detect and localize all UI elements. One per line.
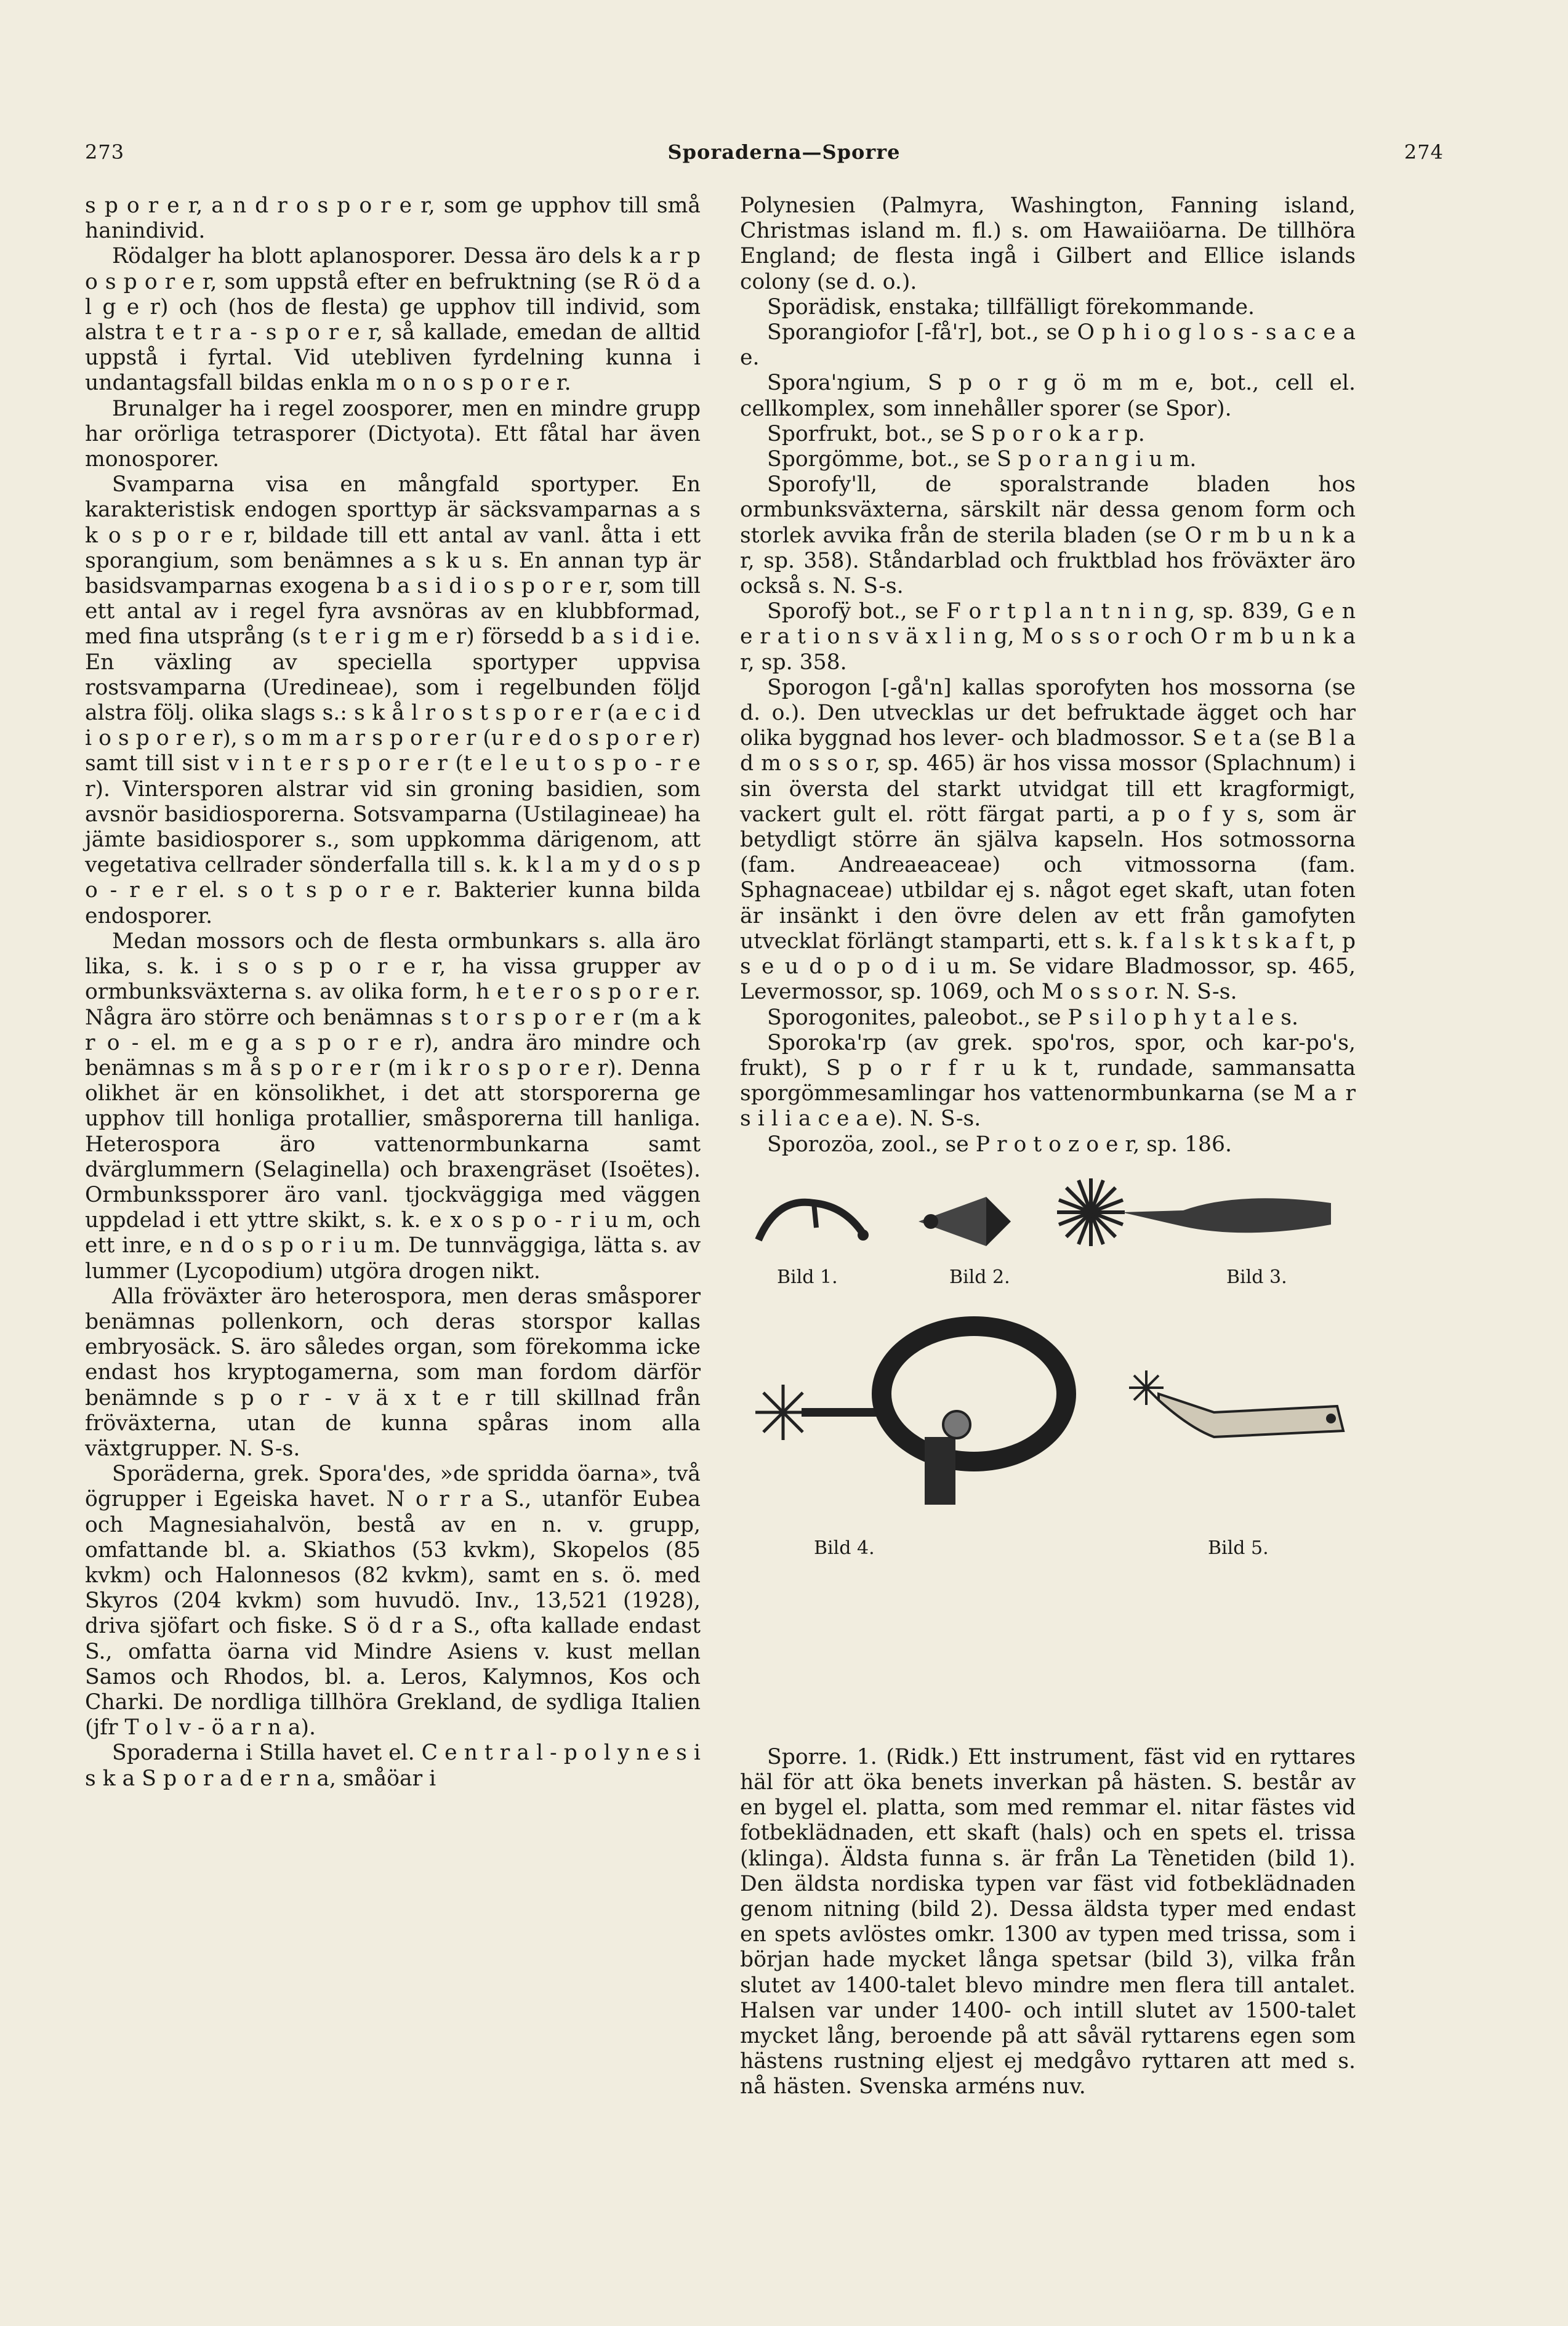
entry-sporre: Sporre. 1. (Ridk.) Ett instrument, fäst vid en ryttares häl för att öka benets inverkan på hästen. S. består av en bygel el. platta, som med remmar el. nitar fästes vid fotbeklädnaden, ett skaft (hals) och en spets el. trissa (klinga). Äldsta funna s. är från La Tènetiden (bild 1). Den äldsta nordiska typen var fäst vid fotbeklädnaden genom nitning (bild 2). Dessa äldsta typer med endast en spets avlöstes omkr. 1300 av typen med trissa, som i början hade mycket långa spetsar (bild 3), vilka från slutet av 1400-talet blevo mindre men flera till antalet. Halsen var under 1400- och intill slutet av 1500-talet mycket lång, beroende på att såväl ryttarens egen som hästens rustning eljest ej medgåvo ryttaren att med s. nå hästen. Svenska arméns nuv. [740,1744,1356,2099]
entry-sporozoa: Sporozöa, zool., se P r o t o z o e r, sp. 186. [767,1132,1232,1157]
spur-bild5-illustration [1122,1363,1349,1462]
caption-bild5: Bild 5. [1208,1537,1269,1559]
caption-bild1: Bild 1. [777,1266,838,1288]
spur-bild1-illustration [752,1185,882,1258]
spur-bild3-illustration [1042,1166,1343,1265]
entry-sporadisk: Sporädisk, enstaka; tillfälligt förekommande. [767,294,1255,320]
entry-sporaderna: Sporäderna, grek. Spora'des, »de spridda öarna», två ögrupper i Egeiska havet. N o r r a S., utanför Eubea och Magnesiahalvön, bestå av en n. v. grupp, omfattande bl. a. Skiathos (53 kvkm), Skopelos (85 kvkm) och Halonnesos (82 kvkm), samt en s. ö. med Skyros (204 kvkm) som huvudö. Inv., 13,521 (1928), driva sjöfart och fiske. S ö d r a S., ofta kallade endast S., omfatta öarna vid Mindre Asiens v. kust mellan Samos och Rhodos, bl. a. Leros, Kalymnos, Kos och Charki. De nordliga tillhöra Grekland, de sydliga Italien (jfr T o l v - ö a r n a). [85,1462,701,1740]
caption-bild2: Bild 2. [949,1266,1010,1288]
left-column [85,193,701,1792]
entry-sporangium: Spora'ngium, S p o r g ö m m e, bot., cell el. cellkomplex, som innehåller sporer (se Spor). [740,371,1356,421]
spur-bild4-illustration [740,1302,1085,1523]
page-number-right: 274 [1404,140,1444,164]
paragraph: Rödalger ha blott aplanosporer. Dessa äro dels k a r p o s p o r e r, som uppstå efter en befruktning (se R ö d a l g e r) och (hos de flesta) ge upphov till individ, som alstra t e t r a - s p o r e r, så kallade, emedan de alltid uppstå i fyrtal. Vid utebliven fyrdelning kunna i undantagsfall bildas enkla m o n o s p o r e r. [85,244,701,396]
caption-bild3: Bild 3. [1226,1266,1287,1288]
page-header [0,140,1568,177]
paragraph: Polynesien (Palmyra, Washington, Fanning island, Christmas island m. fl.) s. om Hawaiiöarna. De tillhöra England; de flesta ingå i Gilbert and Ellice islands colony (se d. o.). [740,193,1356,294]
paragraph: Svamparna visa en mångfald sportyper. En karakteristisk endogen sporttyp är säcksvamparnas a s k o s p o r e r, bildade till ett antal av vanl. åtta i ett sporangium, som benämnes a s k u s. En annan typ är basidsvamparnas exogena b a s i d i o s p o r e r, som till ett antal av i regel fyra avsnöras av en klubbformad, med fina utsprång (s t e r i g m e r) försedd b a s i d i e. En växling av speciella sportyper uppvisa rostsvamparna (Uredineae), som i regelbunden följd alstra följ. olika slags s.: s k å l r o s t s p o r e r (a e c i d i o s p o r e r), s o m m a r s p o r e r (u r e d o s p o r e r) samt till sist v i n t e r s p o r e r (t e l e u t o s p o - r e r). Vintersporen alstrar vid sin groning basidien, som avsnör basidiosporerna. Sotsvamparna (Ustilagineae) ha jämte basidiosporer s., som uppkomma därigenom, att vegetativa cellrader sönderfalla till s. k. k l a m y d o s p o - r e r el. s o t s p o r e r. Bakterier kunna bilda endosporer. [85,472,701,928]
entry-sporofyll: Sporofy'll, de sporalstrande bladen hos ormbunksväxterna, särskilt när dessa genom form och storlek avvika från de sterila bladen (se O r m b u n k a r, sp. 358). Ståndarblad och fruktblad hos fröväxter äro också s. N. S-s. [740,472,1356,599]
entry-sporogonites: Sporogonites, paleobot., se P s i l o p h y t a l e s. [767,1005,1299,1030]
paragraph: Medan mossors och de flesta ormbunkars s. alla äro lika, s. k. i s o s p o r e r, ha vissa grupper av ormbunksväxterna s. av olika form, h e t e r o s p o r e r. Några äro större och benämnas s t o r s p o r e r (m a k r o - el. m e g a s p o r e r), andra äro mindre och benämnas s m å s p o r e r (m i k r o s p o r e r). Denna olikhet är en könsolikhet, i det att storsporerna ge upphov till honliga protallier, småsporerna till hanliga. Heterospora äro vattenormbunkarna samt dvärglummern (Selaginella) och braxengräset (Isoëtes). Ormbunkssporer äro vanl. tjockväggiga med väggen uppdelad i ett yttre skikt, s. k. e x o s p o - r i u m, och ett inre, e n d o s p o r i u m. De tunnväggiga, lätta s. av lummer (Lycopodium) utgöra drogen nikt. [85,928,701,1284]
page-number-left: 273 [85,140,125,164]
entry-sporogon: Sporogon [-gå'n] kallas sporofyten hos mossorna (se d. o.). Den utvecklas ur det befruktade ägget och har olika byggnad hos lever- och bladmossor. S e t a (se B l a d m o s s o r, sp. 465) är hos vissa mossor (Splachnum) i sin översta del starkt utvidgat till ett kragformigt, vackert gult el. rött färgat parti, a p o f y s, som är betydligt större än själva kapseln. Hos sotmossorna (fam. Andreaeaceae) och vitmossorna (fam. Sphagnaceae) utbildar ej s. något eget skaft, utan foten är insänkt i den övre delen av ett från gamofyten utvecklat förlängt stamparti, ett s. k. f a l s k t s k a f t, p s e u d o p o d i u m. Se vidare Bladmossor, sp. 465, Levermossor, sp. 1069, och M o s s o r. N. S-s. [740,675,1356,1005]
entry-sporgomme: Sporgömme, bot., se S p o r a n g i u m. [767,447,1197,472]
running-title: Sporaderna—Sporre [667,140,901,164]
caption-bild4: Bild 4. [814,1537,875,1559]
entry-sporofyt: Sporofÿ bot., se F o r t p l a n t n i n g, sp. 839, G e n e r a t i o n s v ä x l i n g, M o s s o r och O r m b u n k a r, sp. 358. [740,599,1356,675]
entry-sporfrukt: Sporfrukt, bot., se S p o r o k a r p. [767,421,1145,446]
spur-illustrations [740,1166,1356,1739]
paragraph: Alla fröväxter äro heterospora, men deras småsporer benämnas pollenkorn, och deras storspor kallas embryosäck. S. äro således organ, som förekomma icke endast hos kryptogamerna, som man fordom därför benämnde s p o r - v ä x t e r till skillnad från fröväxterna, utan de kunna spåras inom alla växtgrupper. N. S-s. [85,1284,701,1461]
spur-bild2-illustration [912,1178,1017,1265]
paragraph: s p o r e r, a n d r o s p o r e r, som ge upphov till små hanindivid. [85,193,701,244]
entry-sporokarp: Sporoka'rp (av grek. spo'ros, spor, och kar-po's, frukt), S p o r f r u k t, rundade, sammansatta sporgömmesamlingar hos vattenormbunkarna (se M a r s i l i a c e a e). N. S-s. [740,1030,1356,1132]
right-column [740,193,1356,2100]
paragraph: Brunalger ha i regel zoosporer, men en mindre grupp har orörliga tetrasporer (Dictyota). Ett fåtal har även monosporer. [85,396,701,472]
entry-sporaderna-stilla-havet: Sporaderna i Stilla havet el. C e n t r a l - p o l y n e s i s k a S p o r a d e r n a, småöar i [85,1740,701,1791]
entry-sporangiofor: Sporangiofor [-få'r], bot., se O p h i o g l o s - s a c e a e. [740,320,1356,371]
